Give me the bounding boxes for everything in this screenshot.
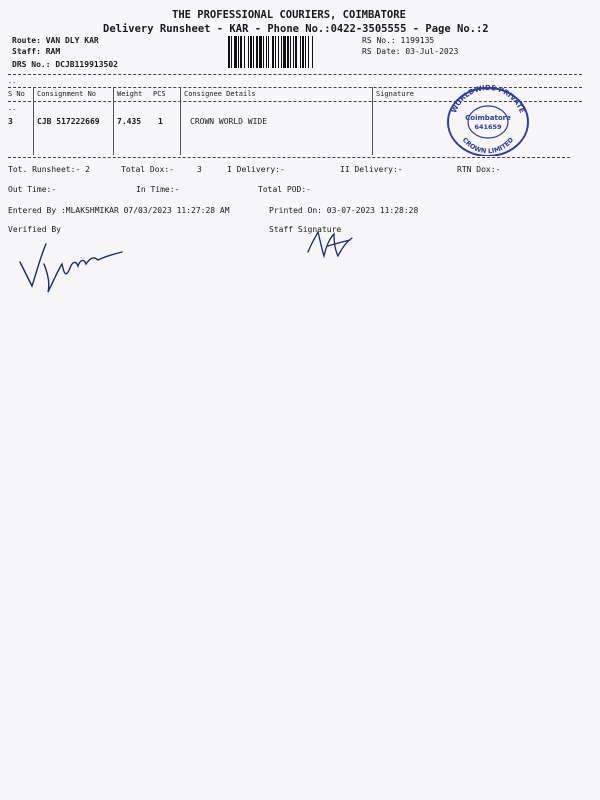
col-header-sno: S No xyxy=(8,90,25,98)
ii-delivery: II Delivery:- xyxy=(340,165,403,174)
svg-text:Coimbatore: Coimbatore xyxy=(465,114,511,122)
svg-text:CROWN LIMITED: CROWN LIMITED xyxy=(460,135,516,156)
col-header-consignee: Consignee Details xyxy=(184,90,256,98)
col-header-pcs: PCS xyxy=(153,90,166,98)
row-consignee: CROWN WORLD WIDE xyxy=(190,117,268,126)
divider-mark: -- xyxy=(8,79,17,87)
total-pod: Total POD:- xyxy=(258,185,311,194)
col-header-weight: Weight xyxy=(117,90,143,98)
total-dox-value: 3 xyxy=(197,165,202,174)
rs-date: RS Date: 03-Jul-2023 xyxy=(362,47,459,56)
rs-number: RS No.: 1199135 xyxy=(362,36,435,45)
col-header-consignment: Consignment No xyxy=(37,90,97,98)
col-header-signature: Signature xyxy=(376,90,414,98)
route-label: Route: VAN DLY KAR xyxy=(12,36,99,45)
col-line-4 xyxy=(372,87,373,155)
verified-by-label: Verified By xyxy=(8,225,61,234)
row-weight: 7.435 xyxy=(117,117,142,126)
row-pcs: 1 xyxy=(158,117,163,126)
verifier-signature xyxy=(14,234,124,296)
company-title: THE PROFESSIONAL COURIERS, COIMBATORE xyxy=(172,9,406,21)
printed-on: Printed On: 03-07-2023 11:28:28 xyxy=(269,206,419,215)
row-sno: 3 xyxy=(8,117,13,126)
svg-text:WORLDWIDE PRIVATE: WORLDWIDE PRIVATE xyxy=(449,84,526,115)
in-time: In Time:- xyxy=(136,185,180,194)
rtn-dox: RTN Dox:- xyxy=(457,165,501,174)
row-mark: -- xyxy=(8,106,17,114)
table-bottom-divider xyxy=(8,157,570,158)
runsheet-subtitle: Delivery Runsheet - KAR - Phone No.:0422-3505555 - Page No.:2 xyxy=(103,23,489,35)
seal-graphic xyxy=(442,84,534,156)
col-line-1 xyxy=(33,87,34,155)
total-dox-label: Total Dox:- xyxy=(121,165,174,174)
staff-signature xyxy=(304,228,356,262)
staff-signature-label: Staff Signature xyxy=(269,225,342,234)
staff-label: Staff: RAM xyxy=(12,47,61,56)
barcode xyxy=(228,36,356,68)
col-line-3 xyxy=(180,87,181,155)
svg-text:641659: 641659 xyxy=(474,123,502,131)
row-consignment-no: CJB 517222669 xyxy=(37,117,100,126)
col-line-2 xyxy=(113,87,114,155)
i-delivery: I Delivery:- xyxy=(227,165,285,174)
entered-by: Entered By :MLAKSHMIKAR 07/03/2023 11:27:28 AM xyxy=(8,206,230,215)
barcode-graphic xyxy=(228,36,356,68)
divider-top xyxy=(8,74,582,75)
drs-number: DRS No.: DCJB119913502 xyxy=(12,60,118,69)
company-seal-stamp xyxy=(442,84,534,156)
tot-runsheet: Tot. Runsheet:- 2 xyxy=(8,165,90,174)
out-time: Out Time:- xyxy=(8,185,57,194)
